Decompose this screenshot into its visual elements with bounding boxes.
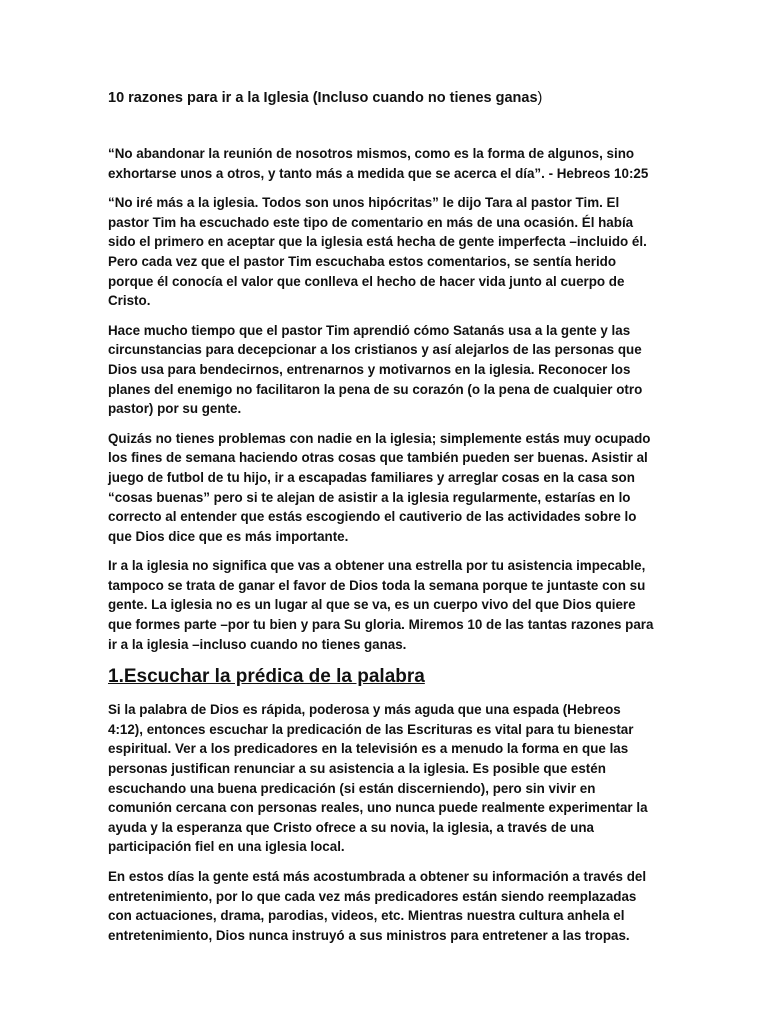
paragraph: Ir a la iglesia no significa que vas a obtener una estrella por tu asistencia impecable, tampoco se trata de ganar el favor de Dios toda la semana porque te juntaste con su gente. La iglesia no es un lugar al que se va, es un cuerpo vivo del que Dios quiere que formes parte –por tu bien y para Su gloria. Miremos 10 de las tantas razones para ir a la iglesia –incluso cuando no tienes ganas. <box>108 558 654 652</box>
document-title-close: ) <box>537 90 543 106</box>
epigraph-quote: “No abandonar la reunión de nosotros mismos, como es la forma de algunos, sino exhortarse unos a otros, y tanto más a medida que se acerca el día”. - Hebreos 10:25 <box>108 146 649 181</box>
paragraph: Si la palabra de Dios es rápida, poderosa y más aguda que una espada (Hebreos 4:12), entonces escuchar la predicación de las Escrituras es vital para tu bienestar espiritual. Ver a los predicadores en la televisión es a menudo la forma en que las personas justifican renunciar a su asistencia a la iglesia. Es posible que estén escuchando una buena predicación (si están discerniendo), pero sin vivir en comunión cercana con personas reales, uno nunca puede realmente experimentar la ayuda y la esperanza que Cristo ofrece a su novia, la iglesia, a través de una participación fiel en una iglesia local. <box>108 702 648 855</box>
document-title-text: 10 razones para ir a la Iglesia (Incluso cuando no tienes ganas <box>108 90 538 106</box>
section-heading: 1.Escuchar la prédica de la palabra <box>108 666 425 688</box>
document-title <box>108 88 656 108</box>
paragraph: Hace mucho tiempo que el pastor Tim aprendió cómo Satanás usa a la gente y las circunstancias para decepcionar a los cristianos y así alejarlos de las personas que Dios usa para bendecirnos, entrenarnos y motivarnos en la iglesia. Reconocer los planes del enemigo no facilitaron la pena de su corazón (o la pena de cualquier otro pastor) por su gente. <box>108 322 643 417</box>
paragraph: “No iré más a la iglesia. Todos son unos hipócritas” le dijo Tara al pastor Tim. El pastor Tim ha escuchado este tipo de comentario en más de una ocasión. Él había sido el primero en aceptar que la iglesia está hecha de gente imperfecta –incluido él. Pero cada vez que el pastor Tim escuchaba estos comentarios, se sentía herido porque él conocía el valor que conlleva el hecho de hacer vida junto al cuerpo de Cristo. <box>108 195 647 309</box>
document-page <box>108 88 656 955</box>
paragraph: Quizás no tienes problemas con nadie en la iglesia; simplemente estás muy ocupado los fines de semana haciendo otras cosas que también pueden ser buenas. Asistir al juego de futbol de tu hijo, ir a escapadas familiares y arreglar cosas en la casa son “cosas buenas” pero si te alejan de asistir a la iglesia regularmente, estarías en lo correcto al entender que estás escogiendo el cautiverio de las actividades sobre lo que Dios dice que es más importante. <box>108 430 651 544</box>
paragraph: En estos días la gente está más acostumbrada a obtener su información a través del entretenimiento, por lo que cada vez más predicadores están siendo reemplazadas con actuaciones, drama, parodias, videos, etc. Mientras nuestra cultura anhela el entretenimiento, Dios nunca instruyó a sus ministros para entretener a las tropas. <box>108 869 647 943</box>
